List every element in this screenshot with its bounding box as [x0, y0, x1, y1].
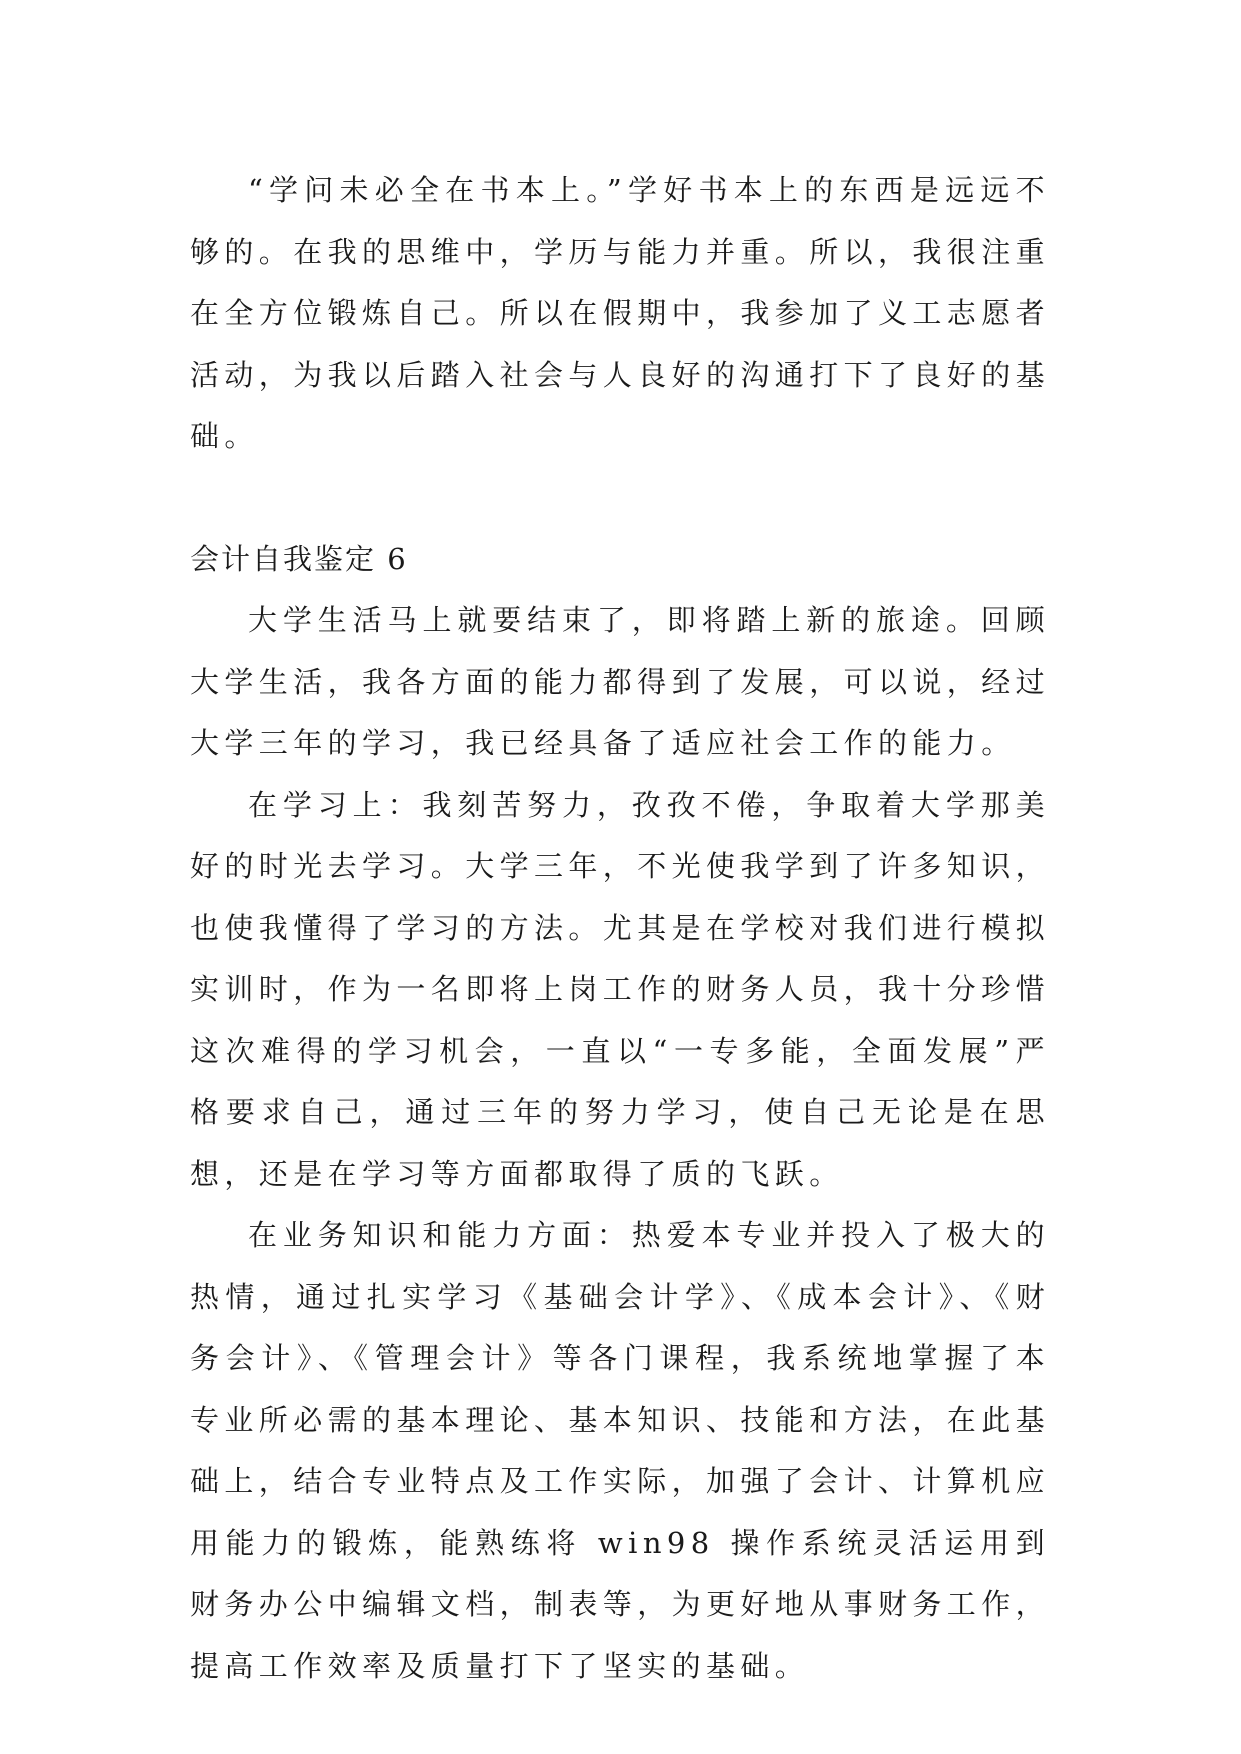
body-paragraph-3: 在业务知识和能力方面：热爱本专业并投入了极大的热情，通过扎实学习《基础会计学》、《成本会计》、《财务会计》、《管理会计》等各门课程，我系统地掌握了本专业所必需的基本理论、基本知识、技能和方法，在此基础上，结合专业特点及工作实际，加强了会计、计算机应用能力的锻炼，能熟练将 win98 操作系统灵活运用到财务办公中编辑文档，制表等，为更好地从事财务工作，提高工作效率及质量打下了坚实的基础。: [190, 1218, 1051, 1683]
section-heading: 会计自我鉴定 6: [190, 541, 408, 576]
intro-paragraph: “学问未必全在书本上。”学好书本上的东西是远远不够的。在我的思维中，学历与能力并重。所以，我很注重在全方位锻炼自己。所以在假期中，我参加了义工志愿者活动，为我以后踏入社会与人良好的沟通打下了良好的基础。: [190, 173, 1051, 453]
body-paragraph-2: 在学习上：我刻苦努力，孜孜不倦，争取着大学那美好的时光去学习。大学三年，不光使我学到了许多知识，也使我懂得了学习的方法。尤其是在学校对我们进行模拟实训时，作为一名即将上岗工作的财务人员，我十分珍惜这次难得的学习机会，一直以“一专多能，全面发展”严格要求自己，通过三年的努力学习，使自己无论是在思想，还是在学习等方面都取得了质的飞跃。: [190, 787, 1051, 1191]
body-paragraph-1: 大学生活马上就要结束了，即将踏上新的旅途。回顾大学生活，我各方面的能力都得到了发展，可以说，经过大学三年的学习，我已经具备了适应社会工作的能力。: [190, 603, 1051, 760]
document-body: [190, 160, 1050, 1697]
